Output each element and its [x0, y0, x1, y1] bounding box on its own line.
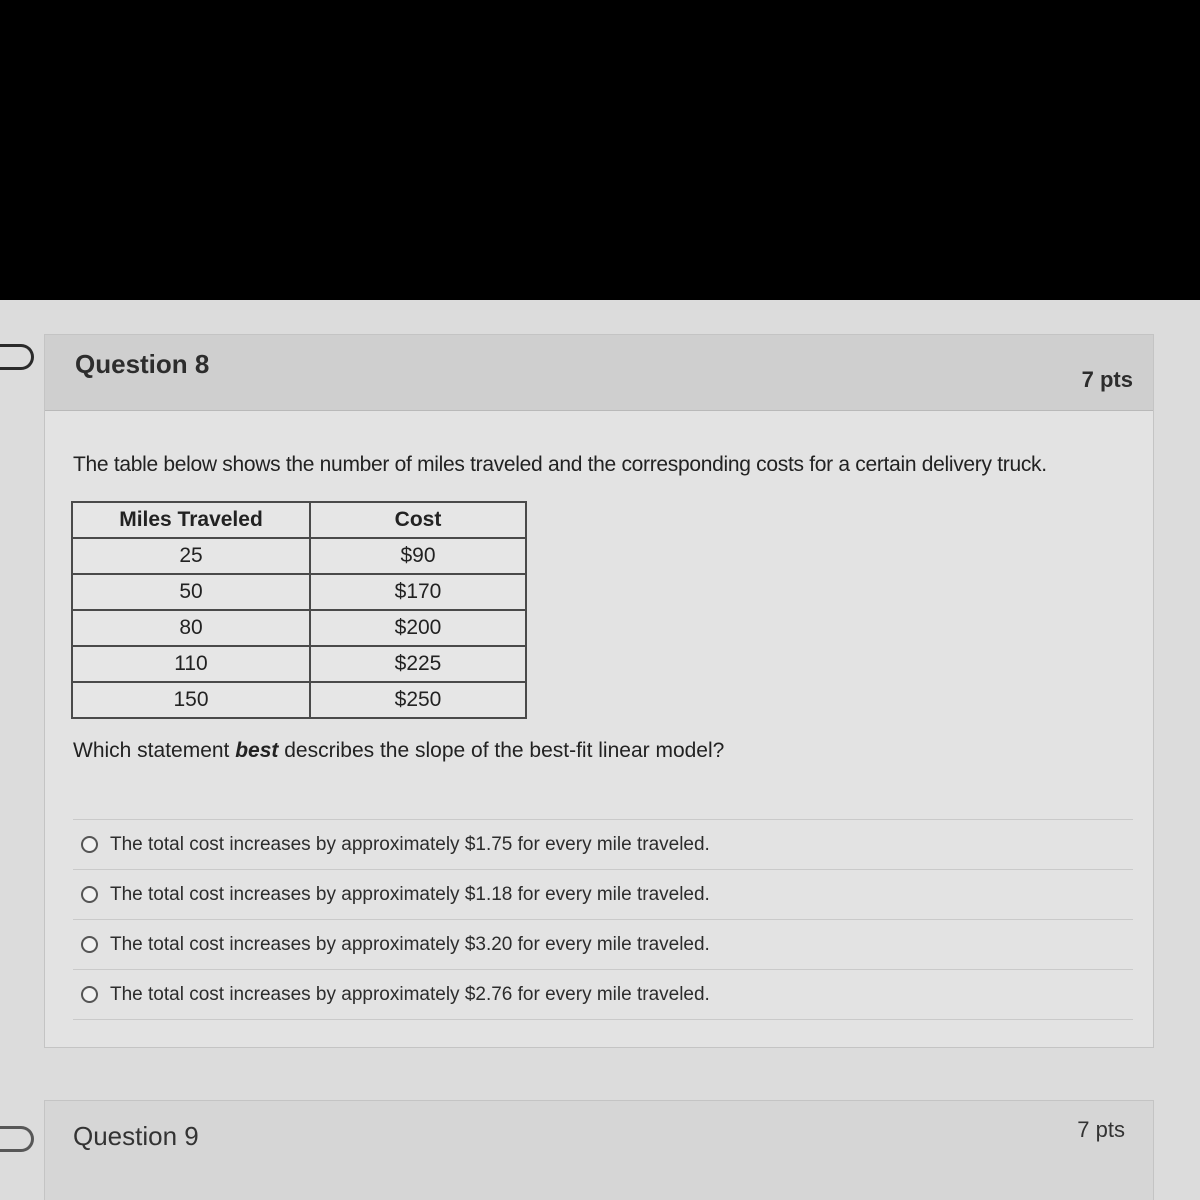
quiz-screen [0, 300, 1200, 1200]
radio-unselected-icon[interactable] [81, 836, 98, 853]
question-card [44, 334, 1154, 1048]
question-text-after: describes the slope of the best-fit linear model? [278, 739, 725, 762]
answer-option-4[interactable] [73, 970, 1133, 1020]
question-text-emphasis: best [235, 739, 279, 762]
table-cell-miles: 25 [72, 538, 310, 574]
answer-label: The total cost increases by approximately $1.75 for every mile traveled. [110, 833, 710, 855]
answer-label: The total cost increases by approximately $1.18 for every mile traveled. [110, 883, 710, 905]
table-cell-miles: 150 [72, 682, 310, 718]
question-header [45, 335, 1153, 411]
table-cell-cost: $200 [310, 610, 526, 646]
table-cell-cost: $225 [310, 646, 526, 682]
table-header-cost: Cost [310, 502, 526, 538]
question-title: Question 8 [75, 349, 210, 379]
flag-question-icon[interactable] [0, 1126, 34, 1152]
table-header-row [72, 502, 526, 538]
question-prompt: The table below shows the number of miles traveled and the corresponding costs for a certain delivery truck. [73, 453, 1047, 476]
table-cell-miles: 80 [72, 610, 310, 646]
answer-label: The total cost increases by approximately $2.76 for every mile traveled. [110, 983, 710, 1005]
radio-unselected-icon[interactable] [81, 886, 98, 903]
table-cell-cost: $90 [310, 538, 526, 574]
answer-option-2[interactable] [73, 870, 1133, 920]
table-header-miles: Miles Traveled [72, 502, 310, 538]
table-row [72, 682, 526, 718]
answer-option-3[interactable] [73, 920, 1133, 970]
question-text-before: Which statement [73, 739, 236, 762]
table-row [72, 574, 526, 610]
answer-list [73, 819, 1133, 1020]
question-points: 7 pts [1081, 367, 1133, 392]
answer-label: The total cost increases by approximately $3.20 for every mile traveled. [110, 933, 710, 955]
next-question-points: 7 pts [1077, 1117, 1125, 1142]
table-cell-miles: 110 [72, 646, 310, 682]
table-cell-miles: 50 [72, 574, 310, 610]
table-cell-cost: $250 [310, 682, 526, 718]
radio-unselected-icon[interactable] [81, 936, 98, 953]
flag-question-icon[interactable] [0, 344, 34, 370]
next-question-title: Question 9 [73, 1121, 199, 1151]
table-row [72, 646, 526, 682]
table-row [72, 538, 526, 574]
next-question-card [44, 1100, 1154, 1200]
table-cell-cost: $170 [310, 574, 526, 610]
table-row [72, 610, 526, 646]
radio-unselected-icon[interactable] [81, 986, 98, 1003]
answer-option-1[interactable] [73, 820, 1133, 870]
data-table [71, 501, 527, 719]
question-text [73, 739, 724, 763]
